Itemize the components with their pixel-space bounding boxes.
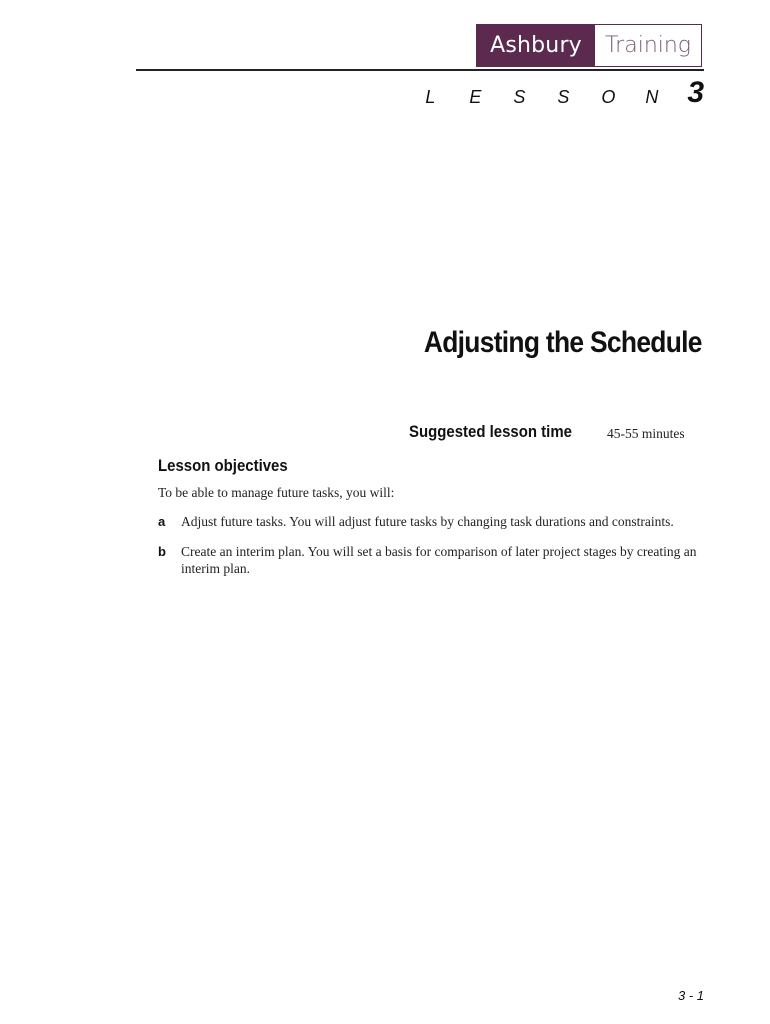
lesson-word [425,87,689,108]
lesson-letter: L [425,87,436,107]
objective-letter: a [158,514,166,529]
objectives-intro: To be able to manage future tasks, you will: [158,485,395,500]
objective-item [158,513,698,530]
ashbury-training-logo [476,24,702,67]
lesson-letter: E [469,87,482,107]
objective-letter: b [158,544,166,559]
objective-text: Create an interim plan. You will set a basis for comparison of later project stages by creating an interim plan. [181,544,697,576]
page-title: Adjusting the Schedule [424,326,702,359]
header-rule [136,69,704,71]
lesson-letter: N [645,87,659,107]
lesson-number: 3 [687,76,704,109]
logo-brand: Ashbury [477,25,595,66]
lesson-time-label: Suggested lesson time [409,422,572,441]
lesson-letter: S [513,87,526,107]
lesson-time-value: 45-55 minutes [607,426,685,441]
objective-text: Adjust future tasks. You will adjust future tasks by changing task durations and constraints. [181,514,674,529]
objective-item [158,543,698,577]
lesson-letter: S [557,87,570,107]
objectives-list [158,513,698,590]
lesson-letter: O [601,87,616,107]
lesson-heading [425,78,704,108]
logo-sub: Training [595,25,701,66]
page-number: 3 - 1 [677,988,704,1003]
objectives-heading: Lesson objectives [158,456,288,475]
